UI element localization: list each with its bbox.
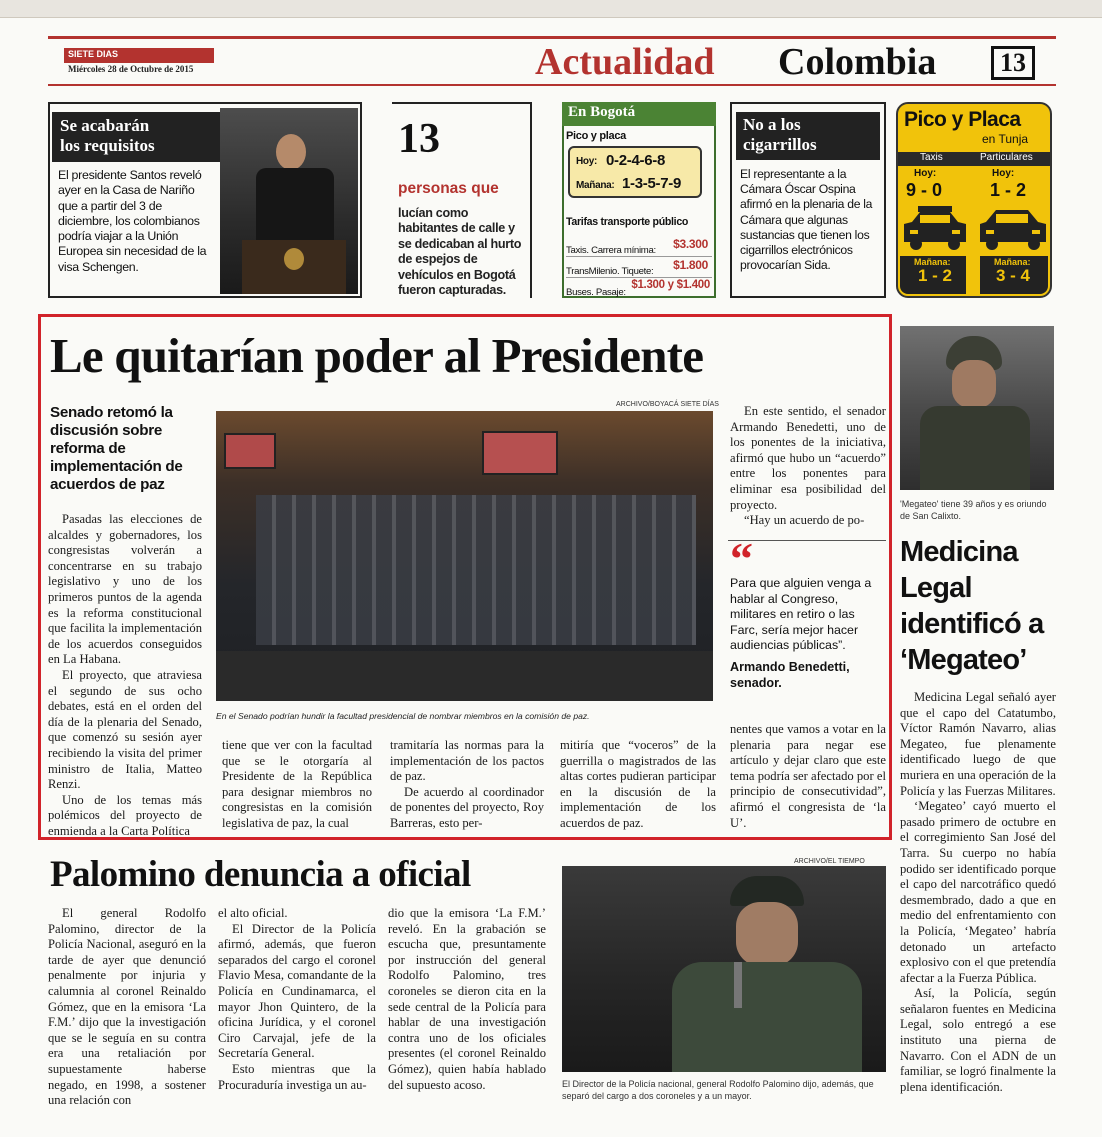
pico-taxis-hoy: 9 - 0 bbox=[906, 180, 943, 200]
brief-13-body: lucían como habitantes de calle y se dedicaban al hurto de espejos de vehículos en Bogotá fueron capturadas. bbox=[398, 206, 522, 298]
brief-cig-body: El representante a la Cámara Óscar Ospina afirmó en la plenaria de la Cámara que algunas sustancias que tienen los cigarrillos electrónicos provocarían Sida. bbox=[740, 167, 873, 273]
main-headline: Le quitarían poder al Presidente bbox=[50, 328, 704, 383]
megateo-face bbox=[952, 360, 996, 408]
main-subhead: Senado retomó la discusión sobre reforma de implementación de acuerdos de paz bbox=[50, 404, 183, 493]
pico-hoy-label: Hoy: bbox=[576, 156, 598, 167]
main-col-2: tiene que ver con la facultad que se le otorgaría al Presidente de la República para designar miembros no congresistas en la comisión legislativa de paz, la cual bbox=[222, 738, 372, 830]
pico-part-manana-label: Mañana: bbox=[994, 257, 1031, 267]
santos-head bbox=[276, 134, 306, 170]
senate-seats bbox=[256, 495, 696, 645]
pico-taxis-manana-label: Mañana: bbox=[914, 257, 951, 267]
pico-label: Pico y placa bbox=[566, 130, 626, 142]
bogota-title: En Bogotá bbox=[562, 102, 716, 126]
tarifas-title: Tarifas transporte público bbox=[566, 216, 689, 228]
senate-screen-right bbox=[482, 431, 558, 475]
pico-tunja-title: Pico y Placa bbox=[904, 108, 1021, 131]
senate-photo bbox=[216, 411, 713, 701]
senate-screen-left bbox=[224, 433, 276, 469]
taxi-icon bbox=[904, 206, 966, 250]
main-col-5-bottom: nentes que vamos a votar en la plenaria para negar ese artículo y dejar claro que este tema podría ser afectado por el principio de consecutividad”, afirmó el congresista de ‘la U’. bbox=[730, 722, 886, 830]
palomino-photo-credit: ARCHIVO/EL TIEMPO bbox=[794, 858, 865, 865]
palomino-face bbox=[736, 902, 798, 966]
main-col-3: tramitaría las normas para la implementación de los pactos de paz. De acuerdo al coordinador de ponentes del proyecto, Roy Barreras, esto per- bbox=[390, 738, 544, 830]
palomino-uniform bbox=[672, 962, 862, 1072]
main-photo-credit: ARCHIVO/BOYACÁ SIETE DÍAS bbox=[616, 401, 719, 408]
main-col-5-top: En este sentido, el senador Armando Benedetti, uno de los ponentes de la iniciativa, afirmó que hubo un “acuerdo” entre los ponentes para eliminar esa posibilidad del proyecto. “Hay un acuerdo de po- bbox=[730, 404, 886, 528]
page-number: 13 bbox=[991, 46, 1035, 80]
microphone-icon bbox=[734, 962, 742, 1008]
fare-row: TransMilenio. Tiquete: $1.800 bbox=[566, 259, 712, 278]
santos-podium bbox=[242, 240, 346, 294]
pico-part-manana: 3 - 4 bbox=[996, 266, 1031, 285]
page-date: Miércoles 28 de Octubre de 2015 bbox=[68, 64, 194, 74]
brief-13-number: 13 bbox=[398, 116, 440, 162]
main-caption: En el Senado podrían hundir la facultad presidencial de nombrar miembros en la comisión de paz. bbox=[216, 711, 590, 721]
pico-part-label: Particulares bbox=[980, 152, 1033, 163]
brief-cig-title: No a los cigarrillos bbox=[736, 112, 880, 160]
pico-taxis-hoy-label: Hoy: bbox=[914, 168, 937, 179]
megateo-vest bbox=[920, 406, 1030, 490]
palomino-headline: Palomino denuncia a oficial bbox=[50, 854, 471, 895]
palomino-col-1: El general Rodolfo Palomino, director de la Policía Nacional, aseguró en la tarde de ayer que denunció penalmente por injuria y calumnia al coronel Reinaldo Gómez, que en la emisora ‘La F.M.’ dijo que la investigación que se le seguía en su contra era una retaliación por supuestamente haberse negado, en 1998, a sostener una relación con bbox=[48, 906, 206, 1108]
pico-part-hoy-label: Hoy: bbox=[992, 168, 1015, 179]
brief-13-headline: personas que bbox=[398, 180, 499, 197]
megateo-photo bbox=[900, 326, 1054, 490]
section-colombia: Colombia bbox=[778, 41, 937, 83]
senate-floor bbox=[216, 651, 713, 701]
pico-hoy-value: 0-2-4-6-8 bbox=[606, 152, 665, 169]
main-col-4: mitiría que “voceros” de la guerrilla o magistrados de las altas cortes pudieran participar en la discusión de la implementación de los acuerdos de paz. bbox=[560, 738, 716, 830]
car-icon bbox=[980, 210, 1046, 250]
palomino-col-3: dio que la emisora ‘La F.M.’ reveló. En la grabación se escucha que, presuntamente por instrucción del general Rodolfo Palomino, tres coroneles se dieron cita en la sede central de la Policía para hablar de una investigación contra uno de los oficiales presentes (el coronel Reinaldo Gómez), quien había hablado del supuesto acoso. bbox=[388, 906, 546, 1092]
palomino-col-2: el alto oficial. El Director de la Policía afirmó, además, que fueron separados del cargo el coronel Flavio Mesa, comandante de la Policía en Cundinamarca, el mayor Jhon Quintero, de la oficina Jurídica, y el coronel Ciro Carvajal, jefe de la Secretaría General. Esto mientras que la Procuraduría investiga un au- bbox=[218, 906, 376, 1092]
palomino-caption: El Director de la Policía nacional, general Rodolfo Palomino dijo, además, que separó del cargo a dos coroneles y a un mayor. bbox=[562, 1079, 874, 1101]
santos-photo bbox=[220, 108, 358, 294]
quote-author: Armando Benedetti, senador. bbox=[730, 660, 850, 690]
megateo-body: Medicina Legal señaló ayer que el capo del Catatumbo, Víctor Ramón Navarro, alias Megateo, fue plenamente identificado luego de que muriera en una operación de la Policía y las Fuerzas Militares. ‘Megateo’ cayó muerto el pasado primero de octubre en el corregimiento San José del Tarra. Su cuerpo no había podido ser identificado porque el capo del narcotráfico quedó desmembrado, dado a que en medio del enfrentamiento con la Policía, ‘Megateo’ habría detonado un artefacto explosivo con el que pretendía afectar a la Fuerza Pública. Así, la Policía, según señalaron fuentes en Medicina Legal, solo entregó a ese instituto una pierna de Navarro. Con el ADN de un familiar, se logró finalmente la plena identificación. bbox=[900, 690, 1056, 1094]
pico-taxis-label: Taxis bbox=[920, 152, 943, 163]
fare-row: Buses. Pasaje: $1.300 y $1.400 bbox=[566, 279, 710, 298]
main-col-1: Pasadas las elecciones de alcaldes y gobernadores, los congresistas volverán a concentrarse en su trabajo legislativo y uno de los primeros puntos de la agenda es la reforma constitucional que facilita la implementación de los acuerdos conseguidos en La Habana. El proyecto, que atraviesa el segundo de sus ocho debates, está en el orden del día de la plenaria del Senado, que comenzó su sesión ayer recibiendo la visita del primer ministro de Italia, Matteo Renzi. Uno de los temas más polémicos del proyecto de enmienda a la Carta Política bbox=[48, 512, 202, 838]
paper-name: SIETE DIAS bbox=[68, 49, 119, 59]
megateo-headline: Medicina Legal identificó a ‘Megateo’ bbox=[900, 536, 1044, 676]
pico-part-hoy: 1 - 2 bbox=[990, 180, 1027, 200]
car-icons bbox=[900, 204, 1048, 256]
section-actualidad: Actualidad bbox=[535, 41, 715, 83]
quote-mark-icon: “ bbox=[730, 533, 753, 584]
palomino-photo bbox=[562, 866, 886, 1072]
pico-tunja-subtitle: en Tunja bbox=[982, 132, 1029, 146]
pico-manana-value: 1-3-5-7-9 bbox=[622, 175, 681, 192]
coat-of-arms-icon bbox=[284, 248, 304, 270]
pico-taxis-manana: 1 - 2 bbox=[918, 266, 953, 285]
main-quote: Para que alguien venga a hablar al Congreso, militares en retiro o las Farc, sería mejor hacer audiencias públicas”. bbox=[730, 576, 872, 652]
pico-manana-label: Mañana: bbox=[576, 180, 615, 191]
megateo-caption: 'Megateo' tiene 39 años y es oriundo de San Calixto. bbox=[900, 499, 1047, 521]
top-edge-strip bbox=[0, 0, 1102, 18]
fare-row: Taxis. Carrera mínima: $3.300 bbox=[566, 238, 712, 257]
brief-visa-title: Se acabarán los requisitos bbox=[52, 112, 222, 162]
fares-list bbox=[566, 238, 712, 299]
brief-visa-body: El presidente Santos reveló ayer en la Casa de Nariño que a partir del 3 de diciembre, los colombianos podría viajar a la Unión Europea sin necesidad de la visa Schengen. bbox=[58, 168, 207, 274]
